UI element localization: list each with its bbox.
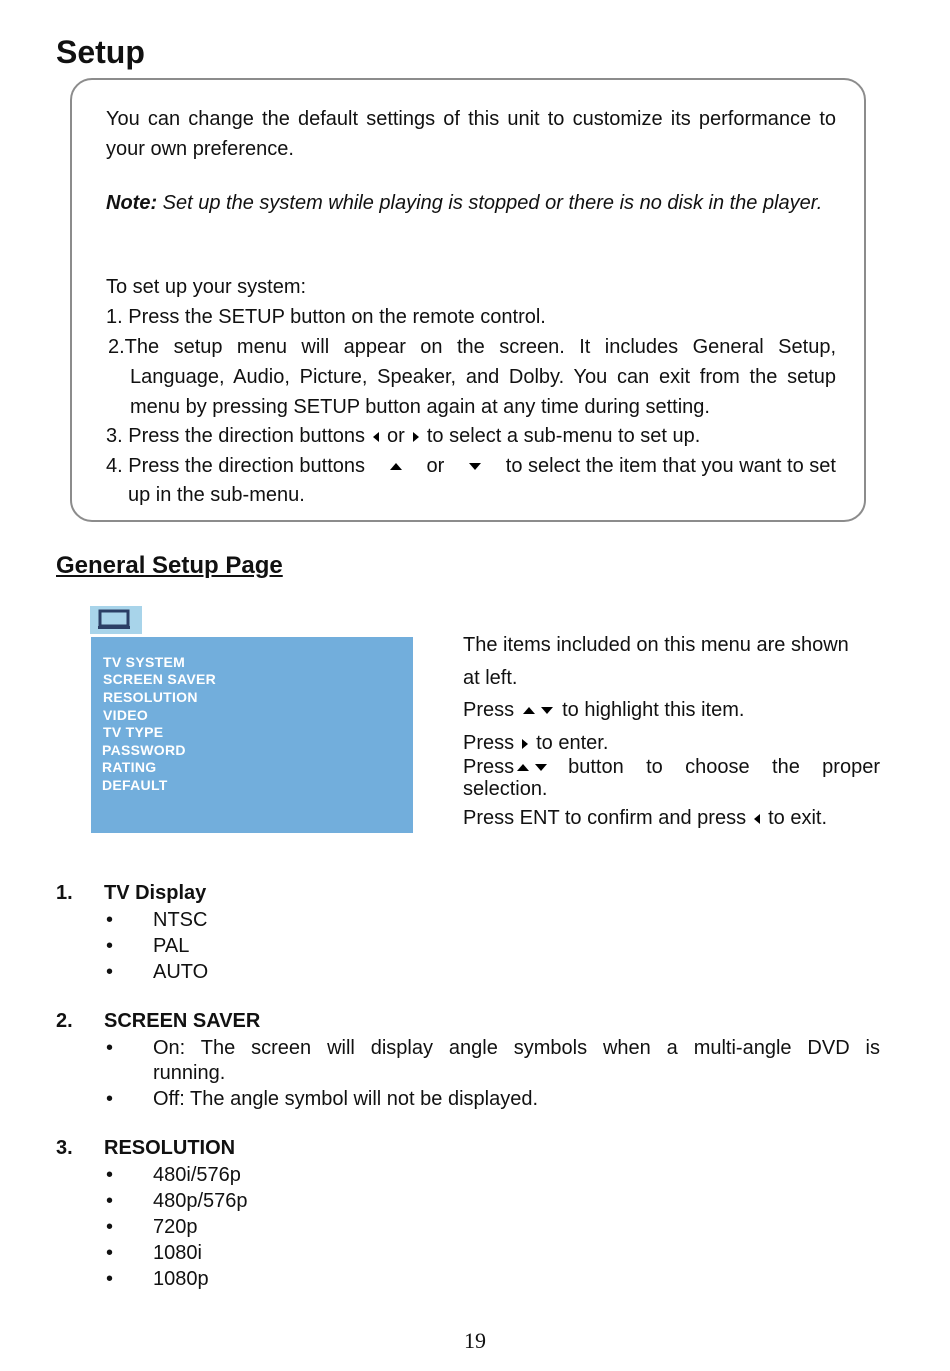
arrow-down-icon — [535, 764, 547, 771]
list-item: PAL — [153, 935, 190, 957]
intro-paragraph — [106, 104, 836, 164]
step-2-line-1: 2.The setup menu will appear on the screen. It includes General Setup, — [108, 336, 836, 358]
exit-text: to exit. — [768, 807, 827, 829]
menu-item-video: VIDEO — [103, 707, 149, 723]
section-2-title: SCREEN SAVER — [104, 1010, 261, 1032]
up-down-arrows — [514, 756, 550, 779]
step-1: 1. Press the SETUP button on the remote control. — [106, 306, 546, 328]
steps-heading: To set up your system: — [106, 276, 307, 298]
bullet-icon: • — [106, 935, 114, 957]
menu-item-rating: RATING — [102, 759, 157, 775]
instructions-line-2: at left. — [463, 667, 518, 689]
section-3-number: 3. — [56, 1137, 73, 1159]
list-item: Off: The angle symbol will not be displayed. — [153, 1088, 539, 1110]
list-item: 1080i — [153, 1242, 202, 1264]
step-3-text-b: to select a sub-menu to set up. — [426, 425, 701, 447]
list-item: NTSC — [153, 909, 208, 931]
list-item: 480i/576p — [153, 1164, 241, 1186]
list-item-continuation: running. — [153, 1062, 226, 1084]
arrow-left-icon — [754, 814, 760, 824]
section-3-title: RESOLUTION — [104, 1137, 236, 1159]
bullet-icon: • — [106, 1268, 114, 1290]
arrow-up-icon — [523, 707, 535, 714]
instructions-choose — [463, 756, 880, 779]
instructions-selection: selection. — [463, 778, 548, 800]
step-4-text-b: to select the item that you want to set — [505, 455, 836, 477]
bullet-icon: • — [106, 1037, 114, 1059]
bullet-icon: • — [106, 1190, 114, 1212]
arrow-up-icon — [517, 764, 529, 771]
list-item: 480p/576p — [153, 1190, 248, 1212]
step-4-text-a: 4. Press the direction buttons — [106, 455, 366, 477]
choose-text: button to choose the proper — [568, 756, 880, 778]
step-4-or: or — [426, 455, 445, 477]
menu-panel — [91, 637, 413, 833]
instructions-confirm — [463, 807, 880, 830]
list-item: 720p — [153, 1216, 198, 1238]
press-label: Press — [463, 756, 515, 778]
section-2-number: 2. — [56, 1010, 73, 1032]
bullet-icon: • — [106, 961, 114, 983]
arrow-down-icon — [469, 463, 481, 470]
step-3 — [106, 421, 836, 451]
step-3-or: or — [387, 425, 405, 447]
note — [106, 188, 836, 218]
step-3-text-a: 3. Press the direction buttons — [106, 425, 366, 447]
step-2-line-3: menu by pressing SETUP button again at any time during setting. — [130, 396, 710, 418]
page-title: Setup — [56, 34, 145, 70]
confirm-text: Press ENT to confirm and press — [463, 807, 747, 829]
bullet-icon: • — [106, 1216, 114, 1238]
menu-item-password: PASSWORD — [102, 742, 186, 758]
arrow-left-icon — [373, 432, 379, 442]
list-item: AUTO — [153, 961, 209, 983]
instructions-enter — [463, 732, 880, 755]
list-item: On: The screen will display angle symbols when a multi-angle DVD is — [153, 1037, 880, 1059]
monitor-icon — [90, 606, 142, 634]
highlight-text: to highlight this item. — [562, 699, 745, 721]
page-number: 19 — [464, 1328, 486, 1353]
step-4-line-2: up in the sub-menu. — [128, 484, 305, 506]
menu-item-screen-saver: SCREEN SAVER — [103, 671, 217, 687]
arrow-right-icon — [522, 739, 528, 749]
menu-item-resolution: RESOLUTION — [103, 689, 198, 705]
note-label: Note: — [106, 192, 158, 214]
bullet-icon: • — [106, 1242, 114, 1264]
enter-text: to enter. — [536, 732, 609, 754]
step-4 — [106, 451, 836, 481]
menu-tab — [90, 606, 142, 634]
list-item: 1080p — [153, 1268, 209, 1290]
instructions-highlight — [463, 699, 880, 722]
menu-item-tv-type: TV TYPE — [103, 724, 164, 740]
bullet-icon: • — [106, 1088, 114, 1110]
section-heading: General Setup Page — [56, 552, 283, 579]
section-1-number: 1. — [56, 882, 73, 904]
note-text: Set up the system while playing is stopped or there is no disk in the player. — [157, 192, 823, 214]
step-2-line-2: Language, Audio, Picture, Speaker, and Dolby. You can exit from the setup — [130, 366, 836, 388]
instructions-line-1: The items included on this menu are shown — [463, 634, 849, 656]
press-label: Press — [463, 699, 515, 721]
bullet-icon: • — [106, 1164, 114, 1186]
section-1-title: TV Display — [104, 882, 207, 904]
menu-item-tv-system: TV SYSTEM — [103, 654, 186, 670]
arrow-down-icon — [541, 707, 553, 714]
arrow-right-icon — [413, 432, 419, 442]
arrow-up-icon — [390, 463, 402, 470]
menu-item-default: DEFAULT — [102, 777, 168, 793]
bullet-icon: • — [106, 909, 114, 931]
press-label: Press — [463, 732, 515, 754]
intro-text: You can change the default settings of this unit to customize its performance to your own preference. — [106, 108, 836, 160]
